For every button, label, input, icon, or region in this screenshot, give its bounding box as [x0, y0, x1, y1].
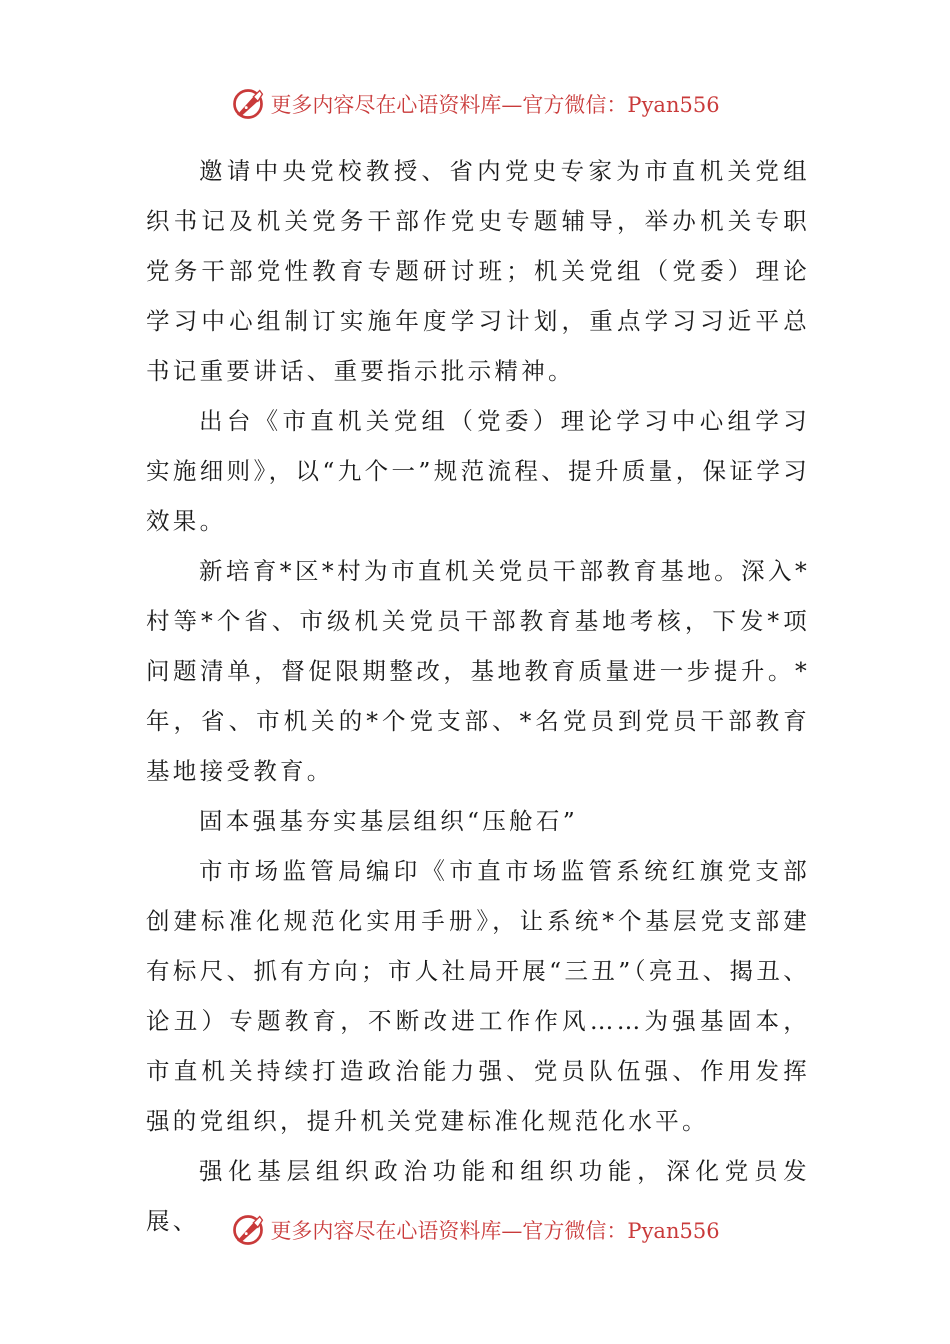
pen-nib-logo-icon [230, 86, 266, 122]
header-banner [0, 82, 950, 126]
footer-banner-text: 更多内容尽在心语资料库—官方微信：Pyan556 [270, 1219, 720, 1243]
pen-nib-logo-icon [230, 1212, 266, 1248]
paragraph-1: 邀请中央党校教授、省内党史专家为市直机关党组织书记及机关党务干部作党史专题辅导，举办机关专职党务干部党性教育专题研讨班；机关党组（党委）理论学习中心组制订实施年度学习计划，重点学习习近平总书记重要讲话、重要指示批示精神。 [146, 157, 810, 385]
document-body [146, 146, 810, 1246]
paragraph-5: 强化基层组织政治功能和组织功能，深化党员发展、 [146, 1157, 810, 1235]
paragraph-3: 新培育*区*村为市直机关党员干部教育基地。深入*村等*个省、市级机关党员干部教育基地考核，下发*项问题清单，督促限期整改，基地教育质量进一步提升。*年，省、市机关的*个党支部、*名党员到党员干部教育基地接受教育。 [146, 557, 810, 785]
section-heading: 固本强基夯实基层组织“压舱石” [199, 807, 579, 835]
paragraph-2: 出台《市直机关党组（党委）理论学习中心组学习实施细则》，以“九个一”规范流程、提升质量，保证学习效果。 [146, 407, 810, 535]
header-banner-text: 更多内容尽在心语资料库—官方微信：Pyan556 [270, 93, 720, 117]
paragraph-4: 市市场监管局编印《市直市场监管系统红旗党支部创建标准化规范化实用手册》，让系统*个基层党支部建有标尺、抓有方向；市人社局开展“三丑”（亮丑、揭丑、论丑）专题教育，不断改进工作作风……为强基固本，市直机关持续打造政治能力强、党员队伍强、作用发挥强的党组织，提升机关党建标准化规范化水平。 [146, 857, 810, 1135]
footer-banner [0, 1208, 950, 1252]
